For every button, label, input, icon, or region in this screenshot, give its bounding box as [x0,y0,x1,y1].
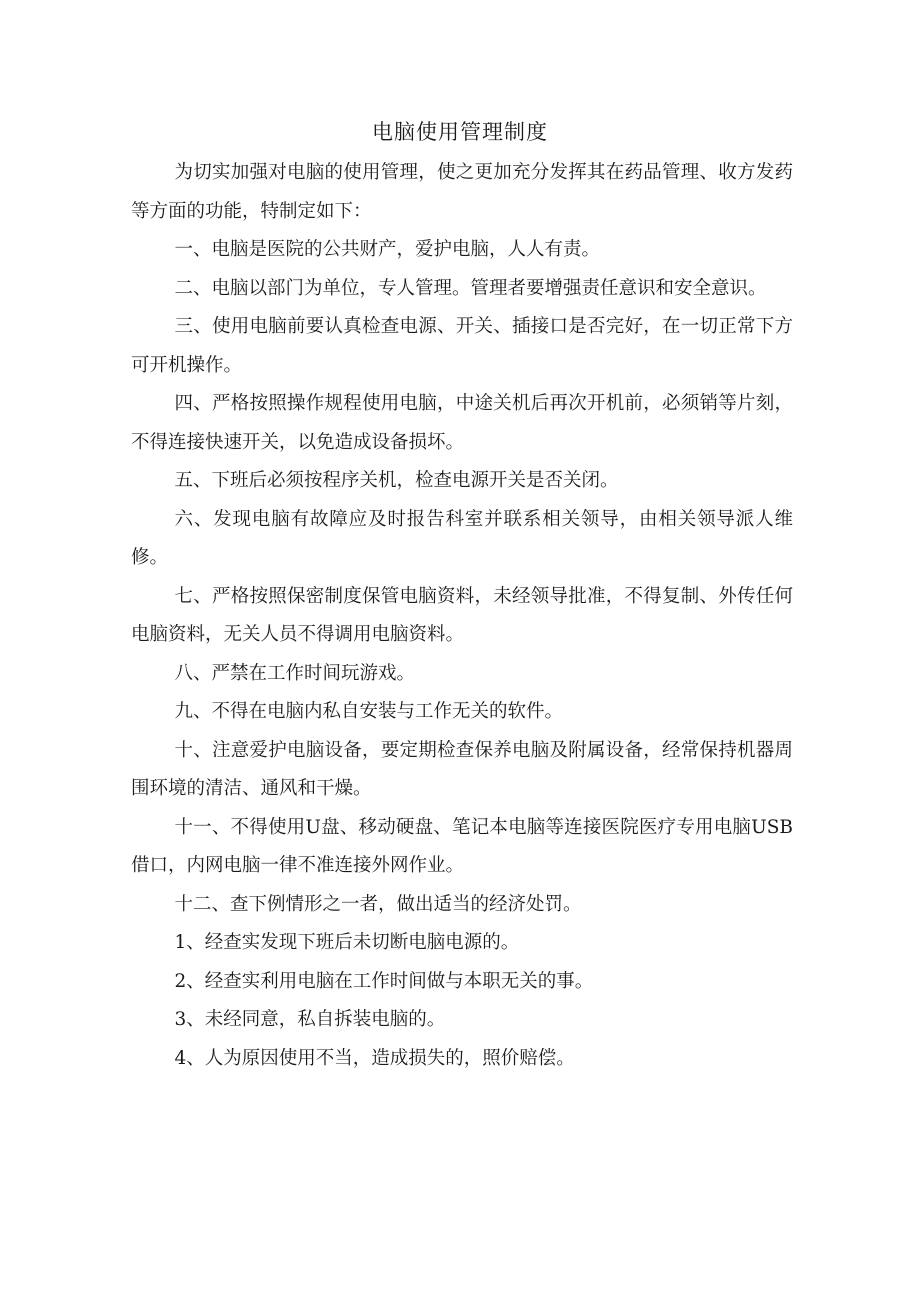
rule-1: 一、电脑是医院的公共财产，爱护电脑，人人有责。 [174,239,600,260]
rule-9: 九、不得在电脑内私自安装与工作无关的软件。 [174,701,563,722]
document-title: 电脑使用管理制度 [372,120,548,144]
penalty-item-2: 2、经查实利用电脑在工作时间做与本职无关的事。 [174,970,594,992]
intro-paragraph: 为切实加强对电脑的使用管理，使之更加充分发挥其在药品管理、收方发药等方面的功能，特制定如下： [131,162,793,222]
penalty-item-4: 4、人为原因使用不当，造成损失的，照价赔偿。 [174,1047,575,1069]
penalty-item-1: 1、经查实发现下班后未切断电脑电源的。 [174,932,520,953]
document-body [131,154,793,1078]
rule-2: 二、电脑以部门为单位，专人管理。管理者要增强责任意识和安全意识。 [174,277,767,299]
rule-3: 三、使用电脑前要认真检查电源、开关、插接口是否完好，在一切正常下方可开机操作。 [131,316,793,376]
rule-8: 八、严禁在工作时间玩游戏。 [174,662,415,684]
rule-10: 十、注意爱护电脑设备，要定期检查保养电脑及附属设备，经常保持机器周围环境的清洁、通风和干燥。 [131,739,793,799]
rule-12: 十二、查下例情形之一者，做出适当的经济处罚。 [174,893,582,915]
rule-5: 五、下班后必须按程序关机，检查电源开关是否关闭。 [174,470,619,491]
penalty-item-3: 3、未经同意，私自拆装电脑的。 [174,1009,446,1030]
rule-7: 七、严格按照保密制度保管电脑资料，未经领导批准，不得复制、外传任何电脑资料，无关人员不得调用电脑资料。 [131,585,793,645]
rule-4: 四、严格按照操作规程使用电脑，中途关机后再次开机前，必须销等片刻，不得连接快速开关，以免造成设备损坏。 [131,393,793,453]
rule-11: 十一、不得使用U盘、移动硬盘、笔记本电脑等连接医院医疗专用电脑USB借口，内网电脑一律不准连接外网作业。 [131,816,793,876]
rule-6: 六、发现电脑有故障应及时报告科室并联系相关领导，由相关领导派人维修。 [131,508,793,568]
